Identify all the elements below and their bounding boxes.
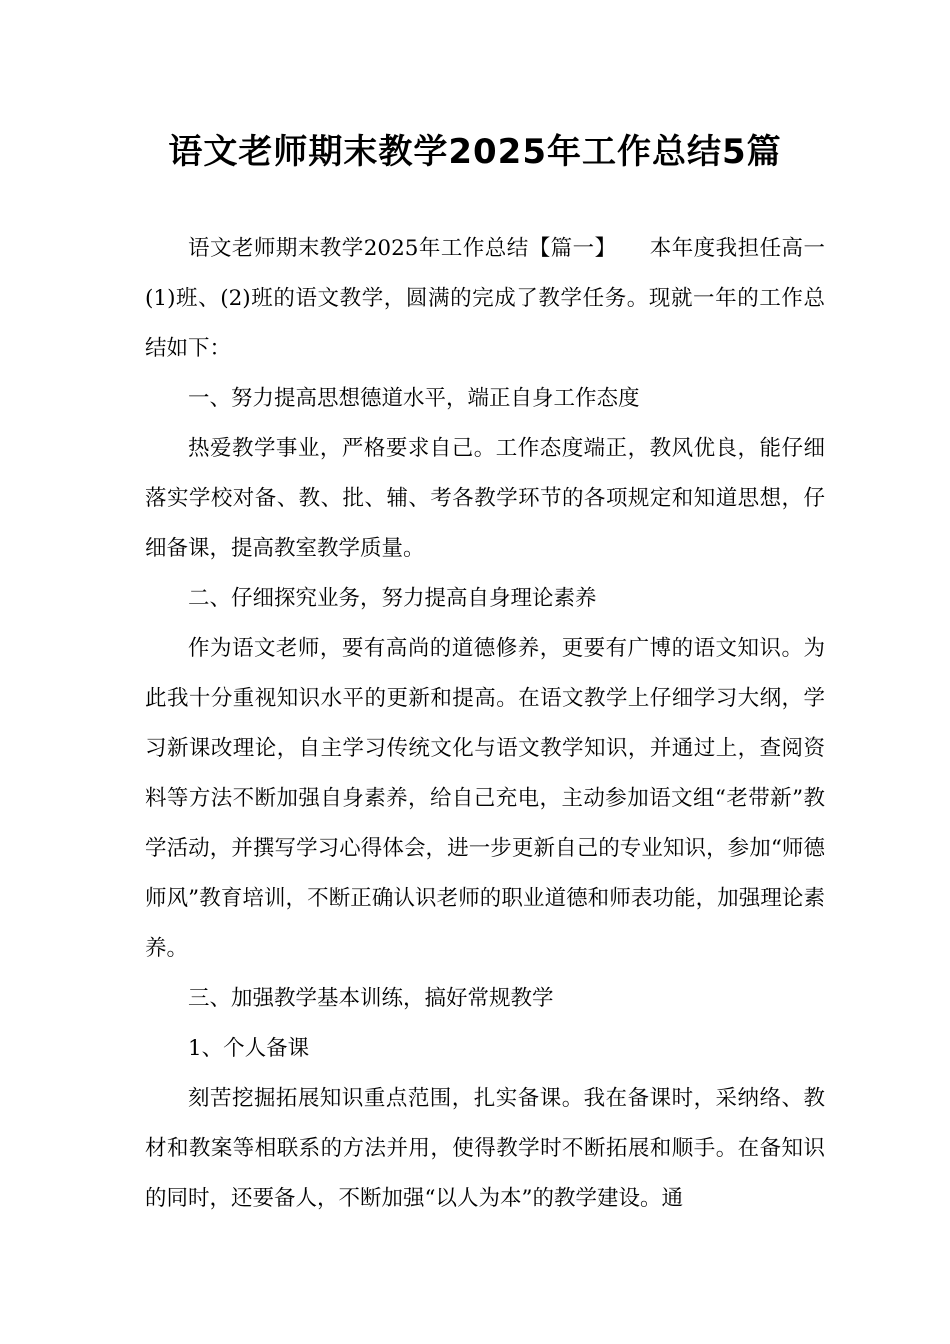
paragraph-section-2: 作为语文老师，要有高尚的道德修养，更要有广博的语文知识。为此我十分重视知识水平的更新和提高。在语文教学上仔细学习大纲，学习新课改理论，自主学习传统文化与语文教学知识，并通过上，查阅资料等方法不断加强自身素养，给自己充电，主动参加语文组“老带新”教学活动，并撰写学习心得体会，进一步更新自己的专业知识，参加“师德师风”教育培训，不断正确认识老师的职业道德和师表功能，加强理论素养。 bbox=[145, 636, 825, 961]
paragraph-personal-prep: 刻苦挖掘拓展知识重点范围，扎实备课。我在备课时，采纳络、教材和教案等相联系的方法并用，使得教学时不断拓展和顺手。在备知识的同时，还要备人，不断加强“以人为本”的教学建设。通 bbox=[145, 1086, 825, 1211]
document-body bbox=[145, 224, 825, 1224]
subheading-personal-prep: 1、个人备课 bbox=[188, 1036, 310, 1061]
paragraph-intro: 语文老师期末教学2025年工作总结【篇一】 本年度我担任高一(1)班、(2)班的语文教学，圆满的完成了教学任务。现就一年的工作总结如下： bbox=[145, 236, 825, 361]
document-title: 语文老师期末教学2025年工作总结5篇 bbox=[168, 132, 782, 172]
heading-section-3: 三、加强教学基本训练，搞好常规教学 bbox=[188, 986, 554, 1011]
heading-section-2: 二、仔细探究业务，努力提高自身理论素养 bbox=[188, 586, 597, 611]
paragraph-section-1: 热爱教学事业，严格要求自己。工作态度端正，教风优良，能仔细落实学校对备、教、批、辅、考各教学环节的各项规定和知道思想，仔细备课，提高教室教学质量。 bbox=[145, 436, 825, 561]
heading-section-1: 一、努力提高思想德道水平，端正自身工作态度 bbox=[188, 386, 640, 411]
